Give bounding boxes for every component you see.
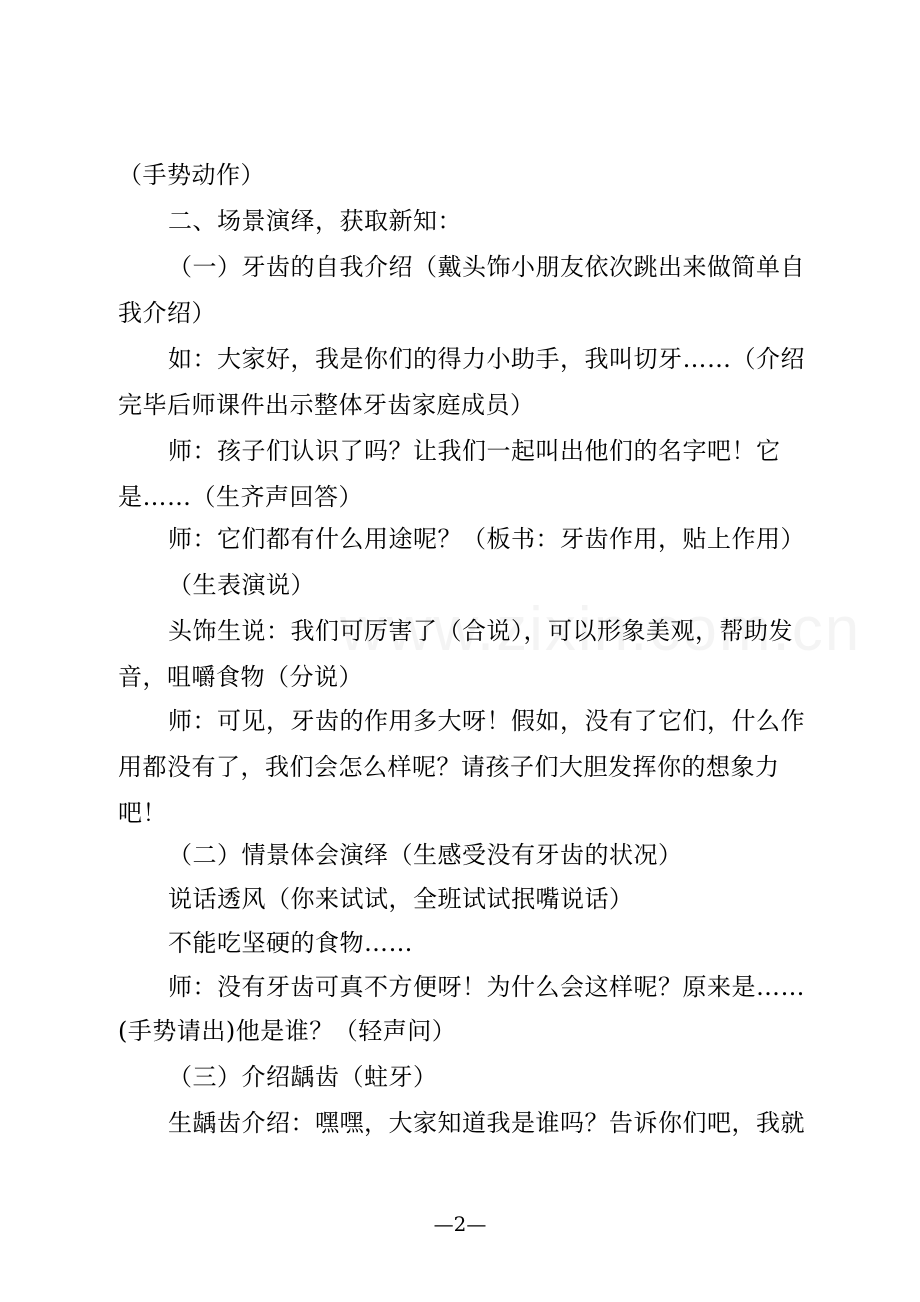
text-line: 师：可见，牙齿的作用多大呀！假如，没有了它们，什么作 (168, 707, 805, 735)
section-heading: 二、场景演绎，获取新知： (168, 207, 462, 235)
text-line: 完毕后师课件出示整体牙齿家庭成员） (118, 391, 535, 419)
text-line: (手势请出)他是谁？（轻声问） (118, 1017, 457, 1045)
text-line: 说话透风（你来试试，全班试试抿嘴说话） (168, 885, 634, 913)
text-line: 师：它们都有什么用途呢？（板书：牙齿作用，贴上作用） (168, 525, 805, 553)
subsection-heading: （一）牙齿的自我介绍（戴头饰小朋友依次跳出来做简单自 (168, 253, 805, 281)
text-line: 师：没有牙齿可真不方便呀！为什么会这样呢？原来是…… (168, 973, 805, 1001)
text-line: 师：孩子们认识了吗？让我们一起叫出他们的名字吧！它 (168, 437, 781, 465)
text-line: 生龋齿介绍：嘿嘿，大家知道我是谁吗？告诉你们吧，我就 (168, 1109, 805, 1137)
watermark (340, 595, 861, 665)
text-line: 头饰生说：我们可厉害了（合说），可以形象美观，帮助发 (168, 617, 793, 645)
text-line: （生表演说） (168, 571, 315, 599)
subsection-heading: （三）介绍龋齿（蛀牙） (168, 1063, 438, 1091)
text-line: （手势动作） (118, 161, 265, 189)
subsection-heading: （二）情景体会演绎（生感受没有牙齿的状况） (168, 841, 683, 869)
text-line: 不能吃坚硬的食物…… (168, 929, 413, 957)
text-line: 用都没有了，我们会怎么样呢？请孩子们大胆发挥你的想象力 (118, 753, 780, 781)
text-line: 吧！ (118, 799, 167, 827)
text-line: 我介绍） (118, 299, 216, 327)
text-line: 是……（生齐声回答） (118, 483, 363, 511)
text-line: 音，咀嚼食物（分说） (118, 663, 363, 691)
text-line: 如：大家好，我是你们的得力小助手，我叫切牙……（介绍 (168, 345, 805, 373)
page-number: —2— (433, 1212, 487, 1236)
